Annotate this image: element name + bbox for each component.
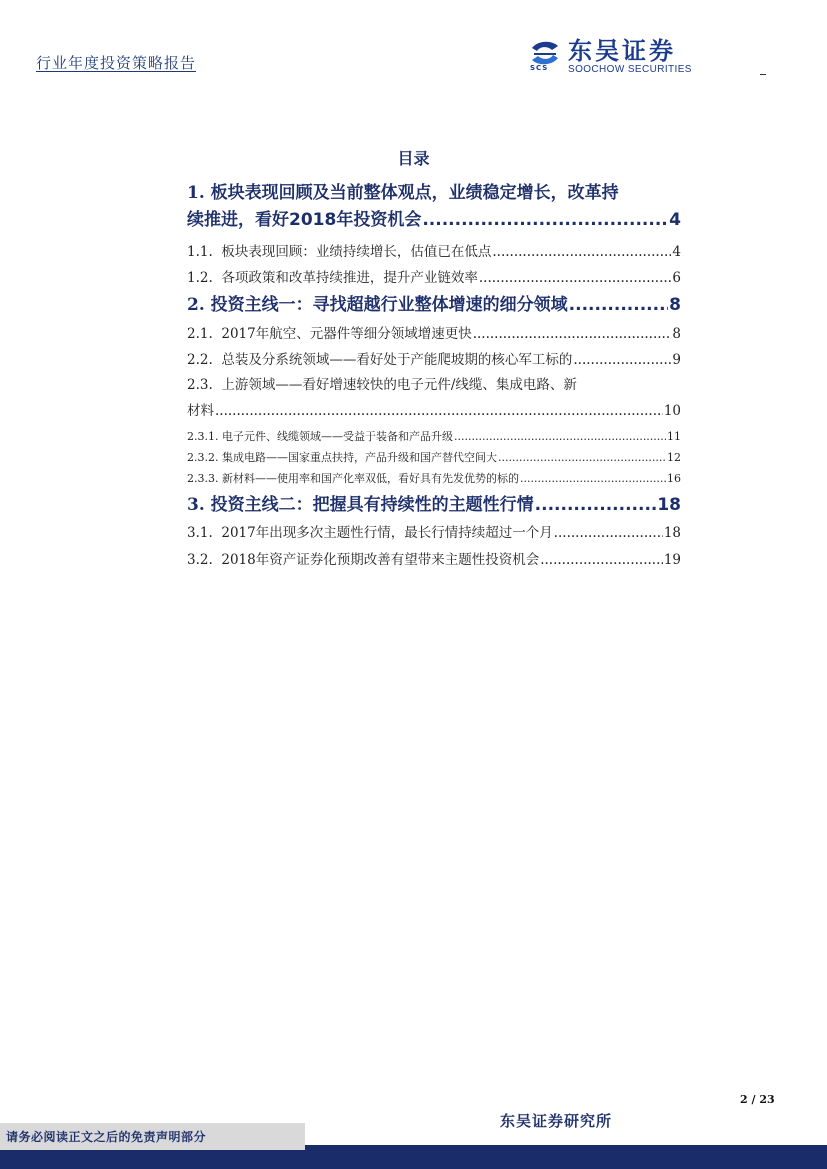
toc-item-text: 总装及分系统领域——看好处于产能爬坡期的核心军工标的 bbox=[221, 352, 573, 368]
toc-page-number: 4 bbox=[669, 210, 681, 230]
toc-item-number: 2.3.2. bbox=[187, 451, 219, 464]
toc-page-number: 12 bbox=[667, 451, 681, 464]
toc-item-text: 2017年航空、元器件等细分领域增速更快 bbox=[221, 326, 472, 342]
toc-page-number: 18 bbox=[663, 525, 681, 541]
toc-page-number: 11 bbox=[667, 430, 681, 443]
toc-leader-dots bbox=[473, 326, 672, 342]
toc-item-text-continued: 材料 bbox=[187, 403, 214, 419]
toc-leader-dots bbox=[454, 430, 666, 443]
toc-item-text: 板块表现回顾：业绩持续增长，估值已在低点 bbox=[221, 244, 492, 260]
toc-item-2-3-2[interactable] bbox=[187, 449, 681, 465]
toc-item-number: 2.2. bbox=[187, 352, 213, 368]
logo-english-name: SOOCHOW SECURITIES bbox=[568, 63, 692, 75]
toc-item-text-continued: 续推进，看好2018年投资机会 bbox=[187, 210, 422, 230]
toc-item-number: 3. bbox=[187, 495, 205, 515]
logo-abbr: SCS bbox=[530, 64, 549, 72]
toc-item-number: 2.1. bbox=[187, 326, 213, 342]
toc-leader-dots bbox=[535, 495, 657, 515]
toc-item-2-2[interactable] bbox=[187, 348, 681, 368]
toc-page-number: 9 bbox=[672, 352, 681, 368]
toc-item-3[interactable] bbox=[187, 490, 681, 515]
toc-item-number: 2.3.3. bbox=[187, 472, 219, 485]
report-type-label: 行业年度投资策略报告 bbox=[36, 54, 197, 72]
disclaimer-box bbox=[0, 1123, 305, 1150]
toc-leader-dots bbox=[498, 451, 666, 464]
page-indicator: 2 / 23 bbox=[740, 1093, 775, 1106]
toc-page-number: 8 bbox=[669, 295, 681, 315]
footer-institute-name: 东吴证券研究所 bbox=[500, 1112, 613, 1130]
toc-page-number: 6 bbox=[672, 270, 681, 286]
toc-leader-dots bbox=[479, 270, 672, 286]
toc-item-text: 2018年资产证券化预期改善有望带来主题性投资机会 bbox=[221, 552, 540, 568]
toc-item-text: 新材料——使用率和国产化率双低，看好具有先发优势的标的 bbox=[222, 472, 519, 485]
toc-leader-dots bbox=[554, 525, 663, 541]
toc-page-number: 18 bbox=[657, 495, 681, 515]
toc-item-number: 1.2. bbox=[187, 270, 213, 286]
toc-leader-dots bbox=[573, 352, 671, 368]
toc-item-1-1[interactable] bbox=[187, 240, 681, 260]
toc-leader-dots bbox=[569, 295, 668, 315]
toc-item-text: 板块表现回顾及当前整体观点，业绩稳定增长，改革持 bbox=[210, 183, 619, 203]
toc-item-1-2[interactable] bbox=[187, 266, 681, 286]
toc-leader-dots bbox=[492, 244, 671, 260]
toc-item-text: 集成电路——国家重点扶持，产品升级和国产替代空间大 bbox=[222, 451, 497, 464]
brand-logo bbox=[528, 36, 692, 76]
toc-page-number: 19 bbox=[663, 552, 681, 568]
header-dash bbox=[760, 74, 766, 75]
toc-item-number: 2.3. bbox=[187, 377, 213, 393]
toc-item-text: 上游领域——看好增速较快的电子元件/线缆、集成电路、新 bbox=[221, 377, 577, 393]
logo-chinese-name: 东吴证券 bbox=[568, 36, 676, 65]
toc-item-3-2[interactable] bbox=[187, 548, 681, 568]
toc-item-text: 各项政策和改革持续推进，提升产业链效率 bbox=[221, 270, 478, 286]
toc-item-number: 1. bbox=[187, 183, 205, 203]
toc-item-text: 2017年出现多次主题性行情，最长行情持续超过一个月 bbox=[221, 525, 553, 541]
toc-item-3-1[interactable] bbox=[187, 521, 681, 541]
toc-item-number: 3.1. bbox=[187, 525, 213, 541]
toc-page-number: 16 bbox=[667, 472, 681, 485]
toc-item-text: 电子元件、线缆领域——受益于装备和产品升级 bbox=[222, 430, 453, 443]
disclaimer-text: 请务必阅读正文之后的免责声明部分 bbox=[6, 1130, 207, 1144]
toc-page-number: 10 bbox=[663, 403, 681, 419]
toc-item-number: 2. bbox=[187, 295, 205, 315]
toc-item-2-3[interactable] bbox=[187, 373, 681, 419]
toc-title: 目录 bbox=[397, 149, 430, 168]
toc-item-2-3-3[interactable] bbox=[187, 470, 681, 486]
toc-item-1[interactable] bbox=[187, 178, 681, 232]
toc-leader-dots bbox=[540, 552, 663, 568]
toc-item-number: 3.2. bbox=[187, 552, 213, 568]
toc-item-2[interactable] bbox=[187, 290, 681, 315]
toc-item-number: 1.1. bbox=[187, 244, 213, 260]
toc-page-number: 8 bbox=[672, 326, 681, 342]
toc-leader-dots bbox=[520, 472, 666, 485]
toc-item-text: 投资主线一：寻找超越行业整体增速的细分领域 bbox=[210, 295, 568, 315]
logo-emblem-icon bbox=[528, 38, 562, 74]
toc-leader-dots bbox=[215, 403, 663, 419]
toc-page-number: 4 bbox=[672, 244, 681, 260]
toc-leader-dots bbox=[422, 210, 668, 230]
toc-item-2-1[interactable] bbox=[187, 322, 681, 342]
toc-item-text: 投资主线二：把握具有持续性的主题性行情 bbox=[210, 495, 534, 515]
toc-item-2-3-1[interactable] bbox=[187, 428, 681, 444]
toc-item-number: 2.3.1. bbox=[187, 430, 219, 443]
